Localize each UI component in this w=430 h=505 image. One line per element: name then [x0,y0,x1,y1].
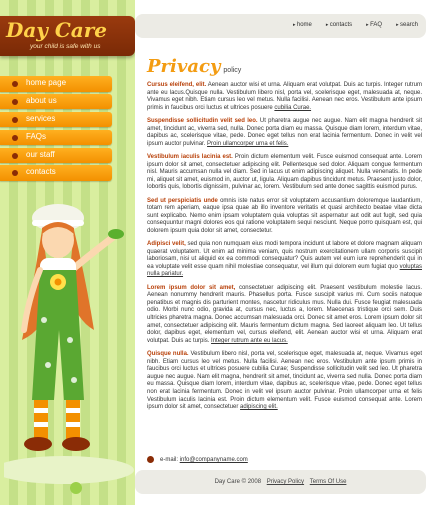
paragraph [147,154,422,192]
page-title [147,56,241,77]
bullet-icon [12,99,18,105]
menu-item-contacts[interactable] [0,165,112,181]
logo-title: Day Care [6,18,108,42]
bullet-icon [12,135,18,141]
paragraph [147,285,422,346]
menu-item-label: services [26,113,56,123]
paragraph-lead: Quisque nulla. [147,350,189,357]
topnav-contacts[interactable]: ▸ contacts [326,22,352,28]
bullet-icon [147,456,154,463]
email-line [147,456,248,463]
paragraph-lead: Lorem ipsum dolor sit amet, [147,284,236,291]
content [147,82,422,417]
email-label: e-mail: [160,457,179,464]
paragraph [147,82,422,112]
topnav-faq[interactable]: ▸ FAQ [366,22,382,28]
paragraph-text: omnis iste natus error sit voluptatem accusantium doloremque laudantium, totam rem aperiam, eaque ipsa quae ab illo inventore veritatis et quasi architecto beatae vitae dicta sunt explicabo. Nemo enim ipsam voluptatem quia voluptas sit aspernatur aut odit aut fugit, sed quia consequuntur magni dolores eos qui ratione voluptatem sequi nesciunt. Neque porro quisquam est, qui dolorem ipsum quia dolor sit amet, consectetur. [147,197,422,234]
logo[interactable] [0,16,135,56]
footer-text [135,479,426,485]
paragraph-text: Vestibulum libero nisl, porta vel, scelerisque eget, malesuada at, neque. Vivamus eget nibh. Etiam cursus leo vel metus. Nulla facilisi. Aenean nec eros. Vestibulum ante ipsum primis in faucibus orci luctus et ultrices posuere cubilia Curae; Suspendisse sollicitudin velit sed leo. Ut pharetra augue nec augue. Nam elit magna, hendrerit sit amet, tincidunt ac, viverra sed nulla. Donec porta diam eu massa. Quisque diam lorem, interdum vitae, dapibus ac, scelerisque vitae, pede. Donec eget tellus non erat lacinia fermentum. Donec in velit vel ipsum auctor pulvinar. Proin ullamcorper urna et felis Vestibulum iaculis lacinia est. Proin dictum elementum velit. Fusce euismod consequat ante. Lorem ipsum dolor sit amet, consectetuer [147,350,422,411]
paragraph [147,118,422,148]
menu-item-our-staff[interactable] [0,148,112,164]
page-heading: Privacy [147,56,221,77]
paragraph-lead: Vestibulum iaculis lacinia est. [147,153,233,160]
paragraph-link[interactable]: voluptas nulla pariatur. [147,263,422,278]
terms-of-use-link[interactable]: Terms Of Use [309,479,347,485]
menu-item-label: contacts [26,167,56,177]
paragraph-link[interactable]: cubilia Curae. [274,104,312,111]
email-link[interactable]: info@companyname.com [179,457,248,464]
paragraph-text: sed quia non numquam eius modi tempora incidunt ut labore et dolore magnam aliquam quaerat voluptatem. Ut enim ad minima veniam, quis nostrum exercitationem ullam corporis suscipit laboriosam, nisi ut aliquid ex ea commodi consequatur? Quis autem vel eum iure reprehenderit qui in ea voluptate velit esse quam nihil molestiae consequatur, vel illum qui dolorem eum fugiat quo [147,241,422,270]
paragraph-link[interactable]: Proin ullamcorper urna et felis. [207,140,289,147]
copyright: Day Care © 2008 [214,479,262,485]
paragraph-text: consectetuer adipiscing elit. Praesent vestibulum molestie lacus. Aenean nonummy hendrerit mauris. Phasellus porta. Fusce suscipit varius mi. Cum sociis natoque penatibus et magnis dis parturient montes, nascetur ridiculus mus. Nulla dui. Fusce feugiat malesuada odio. Morbi nunc odio, gravida at, cursus nec, luctus a, lorem. Maecenas tristique orci sem. Duis ultricies pharetra magna. Donec accumsan malesuada orci. Donec sit amet eros. Lorem ipsum dolor sit amet, consectetuer adipiscing elit. Mauris fermentum dictum magna. Sed laoreet aliquam leo. Ut tellus dolor, dapibus eget, elementum vel, cursus eleifend, elit. Aenean auctor wisi et urna. Aliquam erat volutpat. Duis ac turpis. [147,284,422,344]
page-subheading: policy [223,67,242,74]
paragraph-link[interactable]: Integer rutrum ante eu lacus. [211,337,288,344]
bullet-icon [12,81,18,87]
menu-item-label: home page [26,78,67,87]
menu-item-label: about us [26,95,57,105]
main-area [135,0,430,505]
main-menu [0,76,135,183]
paragraph-lead: Adipisci velit, [147,241,186,248]
topnav-home[interactable]: ▸ home [293,22,312,28]
paragraph-text: Proin dictum elementum velit. Fusce euismod consequat ante. Lorem ipsum dolor sit amet, consectetuer adipiscing elit. Pellentesque sed dolor. Aliquam congue fermentum nisl. Mauris accumsan nulla vel diam. Sed in lacus ut enim adipiscing aliquet. Nulla venenatis. In pede mi, aliquet sit amet, euismod in, auctor ut, ligula. Aliquam dapibus tincidunt metus. Praesent justo dolor, lobortis quis, lobortis dignissim, pulvinar ac, lorem. Vestibulum sed ante donec sagittis euismod purus. [147,153,422,191]
paragraph-lead: Sed ut perspiciatis unde [147,197,218,204]
sidebar [0,0,135,505]
paragraph-text: Ut pharetra augue nec augue. Nam elit magna hendrerit sit amet, tincidunt ac, viverra sed, nulla. Donec porta diam eu massa. Quisque diam lorem, interdum vitae, dapibus ac, scelerisque vitae, pede. Donec eget tellus non erat lacinia fermentum. Donec in velit vel ipsum auctor pulvinar. [147,117,423,147]
paragraph-text: Aenean auctor wisi et urna. Aliquam erat volutpat. Duis ac turpis. Integer rutrum ante eu lacus.Quisque nulla. Vestibulum libero nisl, porta vel, scelerisque eget, malesuada at, neque. Vivamus eget nibh. Etiam cursus leo vel metus. Nulla facilisi. Aenean nec eros. Vestibulum ante ipsum primis in faucibus orci luctus et ultrices posuere [147,82,422,111]
bullet-icon [12,153,18,159]
paragraph-lead: Cursus eleifend, elit. [147,82,207,88]
menu-item-label: our staff [26,149,55,159]
footer [135,470,426,494]
topnav-search[interactable]: ▸ search [396,22,418,28]
logo-tagline: your child is safe with us [30,43,101,50]
paragraph [147,351,422,412]
privacy-policy-link[interactable]: Privacy Policy [266,479,305,485]
top-nav [293,22,418,28]
bullet-icon [12,117,18,123]
paragraph [147,198,422,236]
paragraph [147,241,422,279]
menu-item-about-us[interactable] [0,94,112,110]
menu-item-label: FAQs [26,131,47,141]
girl-illustration [4,190,134,500]
bullet-icon [12,170,18,176]
menu-item-home-page[interactable] [0,76,112,92]
menu-item-faqs[interactable] [0,130,112,146]
paragraph-link[interactable]: adipiscing elit. [240,404,278,411]
menu-item-services[interactable] [0,112,112,128]
paragraph-lead: Suspendisse sollicitudin velit sed leo. [147,117,258,124]
